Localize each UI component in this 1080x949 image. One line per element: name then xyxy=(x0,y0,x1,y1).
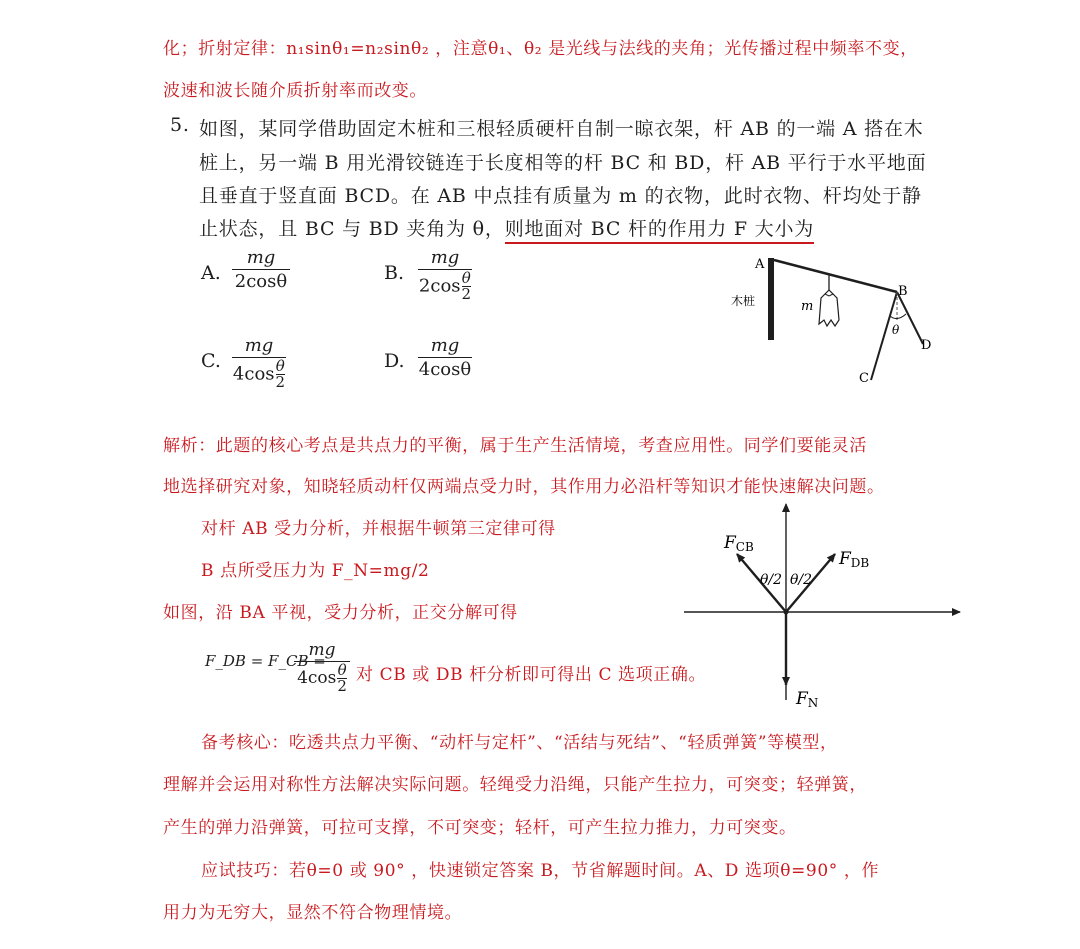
option-c-num: mg xyxy=(244,335,274,356)
label-fdb: FDB xyxy=(839,549,870,570)
analysis-line-1: 解析：此题的核心考点是共点力的平衡，属于生产生活情境，考查应用性。同学们要能灵活 xyxy=(163,436,867,456)
clothes-rack-figure xyxy=(725,250,955,390)
question-line-4 xyxy=(199,214,814,241)
option-c-den: 4cos xyxy=(232,363,275,385)
option-a-num: mg xyxy=(246,247,276,268)
tips-line-2: 用力为无穷大，显然不符合物理情境。 xyxy=(163,903,463,923)
analysis-line-4: B 点所受压力为 F_N=mg/2 xyxy=(201,561,430,581)
option-d-num: mg xyxy=(430,335,460,356)
origin-point xyxy=(784,610,789,615)
label-fn: FN xyxy=(796,689,819,710)
formula-tail: 对 CB 或 DB 杆分析即可得出 C 选项正确。 xyxy=(356,665,707,685)
label-theta: θ xyxy=(892,323,900,337)
label-half-left: θ/2 xyxy=(760,572,783,588)
analysis-line-5: 如图，沿 BA 平视，受力分析，正交分解可得 xyxy=(163,603,518,623)
option-c-fraction xyxy=(232,336,286,390)
tips-line-1: 应试技巧：若θ=0 或 90° ，快速锁定答案 B，节省解题时间。A、D 选项θ=90° ，作 xyxy=(201,861,880,881)
option-b-two: 2 xyxy=(461,285,472,303)
formula-lhs: F_DB = F_CB = xyxy=(205,652,326,670)
formula-fraction xyxy=(294,640,350,694)
clothes-icon xyxy=(819,290,839,326)
option-a-fraction xyxy=(232,248,290,293)
label-half-right: θ/2 xyxy=(790,572,813,588)
option-c-letter: C. xyxy=(201,350,221,372)
question-number: 5. xyxy=(170,114,190,136)
label-c: C xyxy=(859,371,869,386)
option-a-letter: A. xyxy=(201,262,221,284)
option-b-fraction xyxy=(418,248,472,302)
option-b-den: 2cos xyxy=(418,275,461,297)
formula-theta: θ xyxy=(337,661,347,679)
formula-two: 2 xyxy=(337,677,347,695)
option-b-theta: θ xyxy=(461,269,471,287)
formula-num: mg xyxy=(308,640,336,660)
wood-post xyxy=(768,258,774,340)
option-c-two: 2 xyxy=(275,373,286,391)
intro-line-1: 化；折射定律：n₁sinθ₁=n₂sinθ₂ ，注意θ₁、θ₂ 是光线与法线的夹角；光传播过程中频率不变， xyxy=(163,39,918,59)
analysis-line-3: 对杆 AB 受力分析，并根据牛顿第三定律可得 xyxy=(201,519,556,539)
label-post: 木桩 xyxy=(731,294,756,308)
option-a-den: 2cosθ xyxy=(234,271,288,292)
option-d-den: 4cosθ xyxy=(418,359,472,380)
option-d-fraction xyxy=(418,336,472,381)
analysis-line-2: 地选择研究对象，知晓轻质动杆仅两端点受力时，其作用力必沿杆等知识才能快速解决问题。 xyxy=(163,477,885,497)
label-d: D xyxy=(921,338,932,353)
question-line-1: 如图，某同学借助固定木桩和三根轻质硬杆自制一晾衣架，杆 AB 的一端 A 搭在木 xyxy=(199,118,924,140)
core-line-3: 产生的弹力沿弹簧，可拉可支撑，不可突变；轻杆，可产生拉力推力，力可突变。 xyxy=(163,818,797,838)
rod-ab xyxy=(774,260,897,292)
intro-line-2: 波速和波长随介质折射率而改变。 xyxy=(163,81,427,101)
core-line-1: 备考核心：吃透共点力平衡、“动杆与定杆”、“活结与死结”、“轻质弹簧”等模型， xyxy=(201,733,838,753)
question-line-4a: 止状态，且 BC 与 BD 夹角为 θ， xyxy=(199,218,505,240)
question-line-2: 桩上，另一端 B 用光滑铰链连于长度相等的杆 BC 和 BD，杆 AB 平行于水平地面 xyxy=(199,152,927,174)
option-b-num: mg xyxy=(430,247,460,268)
core-line-2: 理解并会运用对称性方法解决实际问题。轻绳受力沿绳，只能产生拉力，可突变；轻弹簧， xyxy=(163,775,867,795)
formula-den: 4cos xyxy=(297,668,337,688)
label-fcb: FCB xyxy=(724,533,754,554)
question-line-3: 且垂直于竖直面 BCD。在 AB 中点挂有质量为 m 的衣物，此时衣物、杆均处于静 xyxy=(199,185,922,207)
question-highlight: 则地面对 BC 杆的作用力 F 大小为 xyxy=(505,218,814,244)
option-c-theta: θ xyxy=(275,357,285,375)
label-a: A xyxy=(755,257,765,272)
label-b: B xyxy=(898,284,908,299)
label-m: m xyxy=(801,299,814,314)
option-d-letter: D. xyxy=(384,350,405,372)
force-diagram xyxy=(680,500,970,722)
option-b-letter: B. xyxy=(384,262,405,284)
